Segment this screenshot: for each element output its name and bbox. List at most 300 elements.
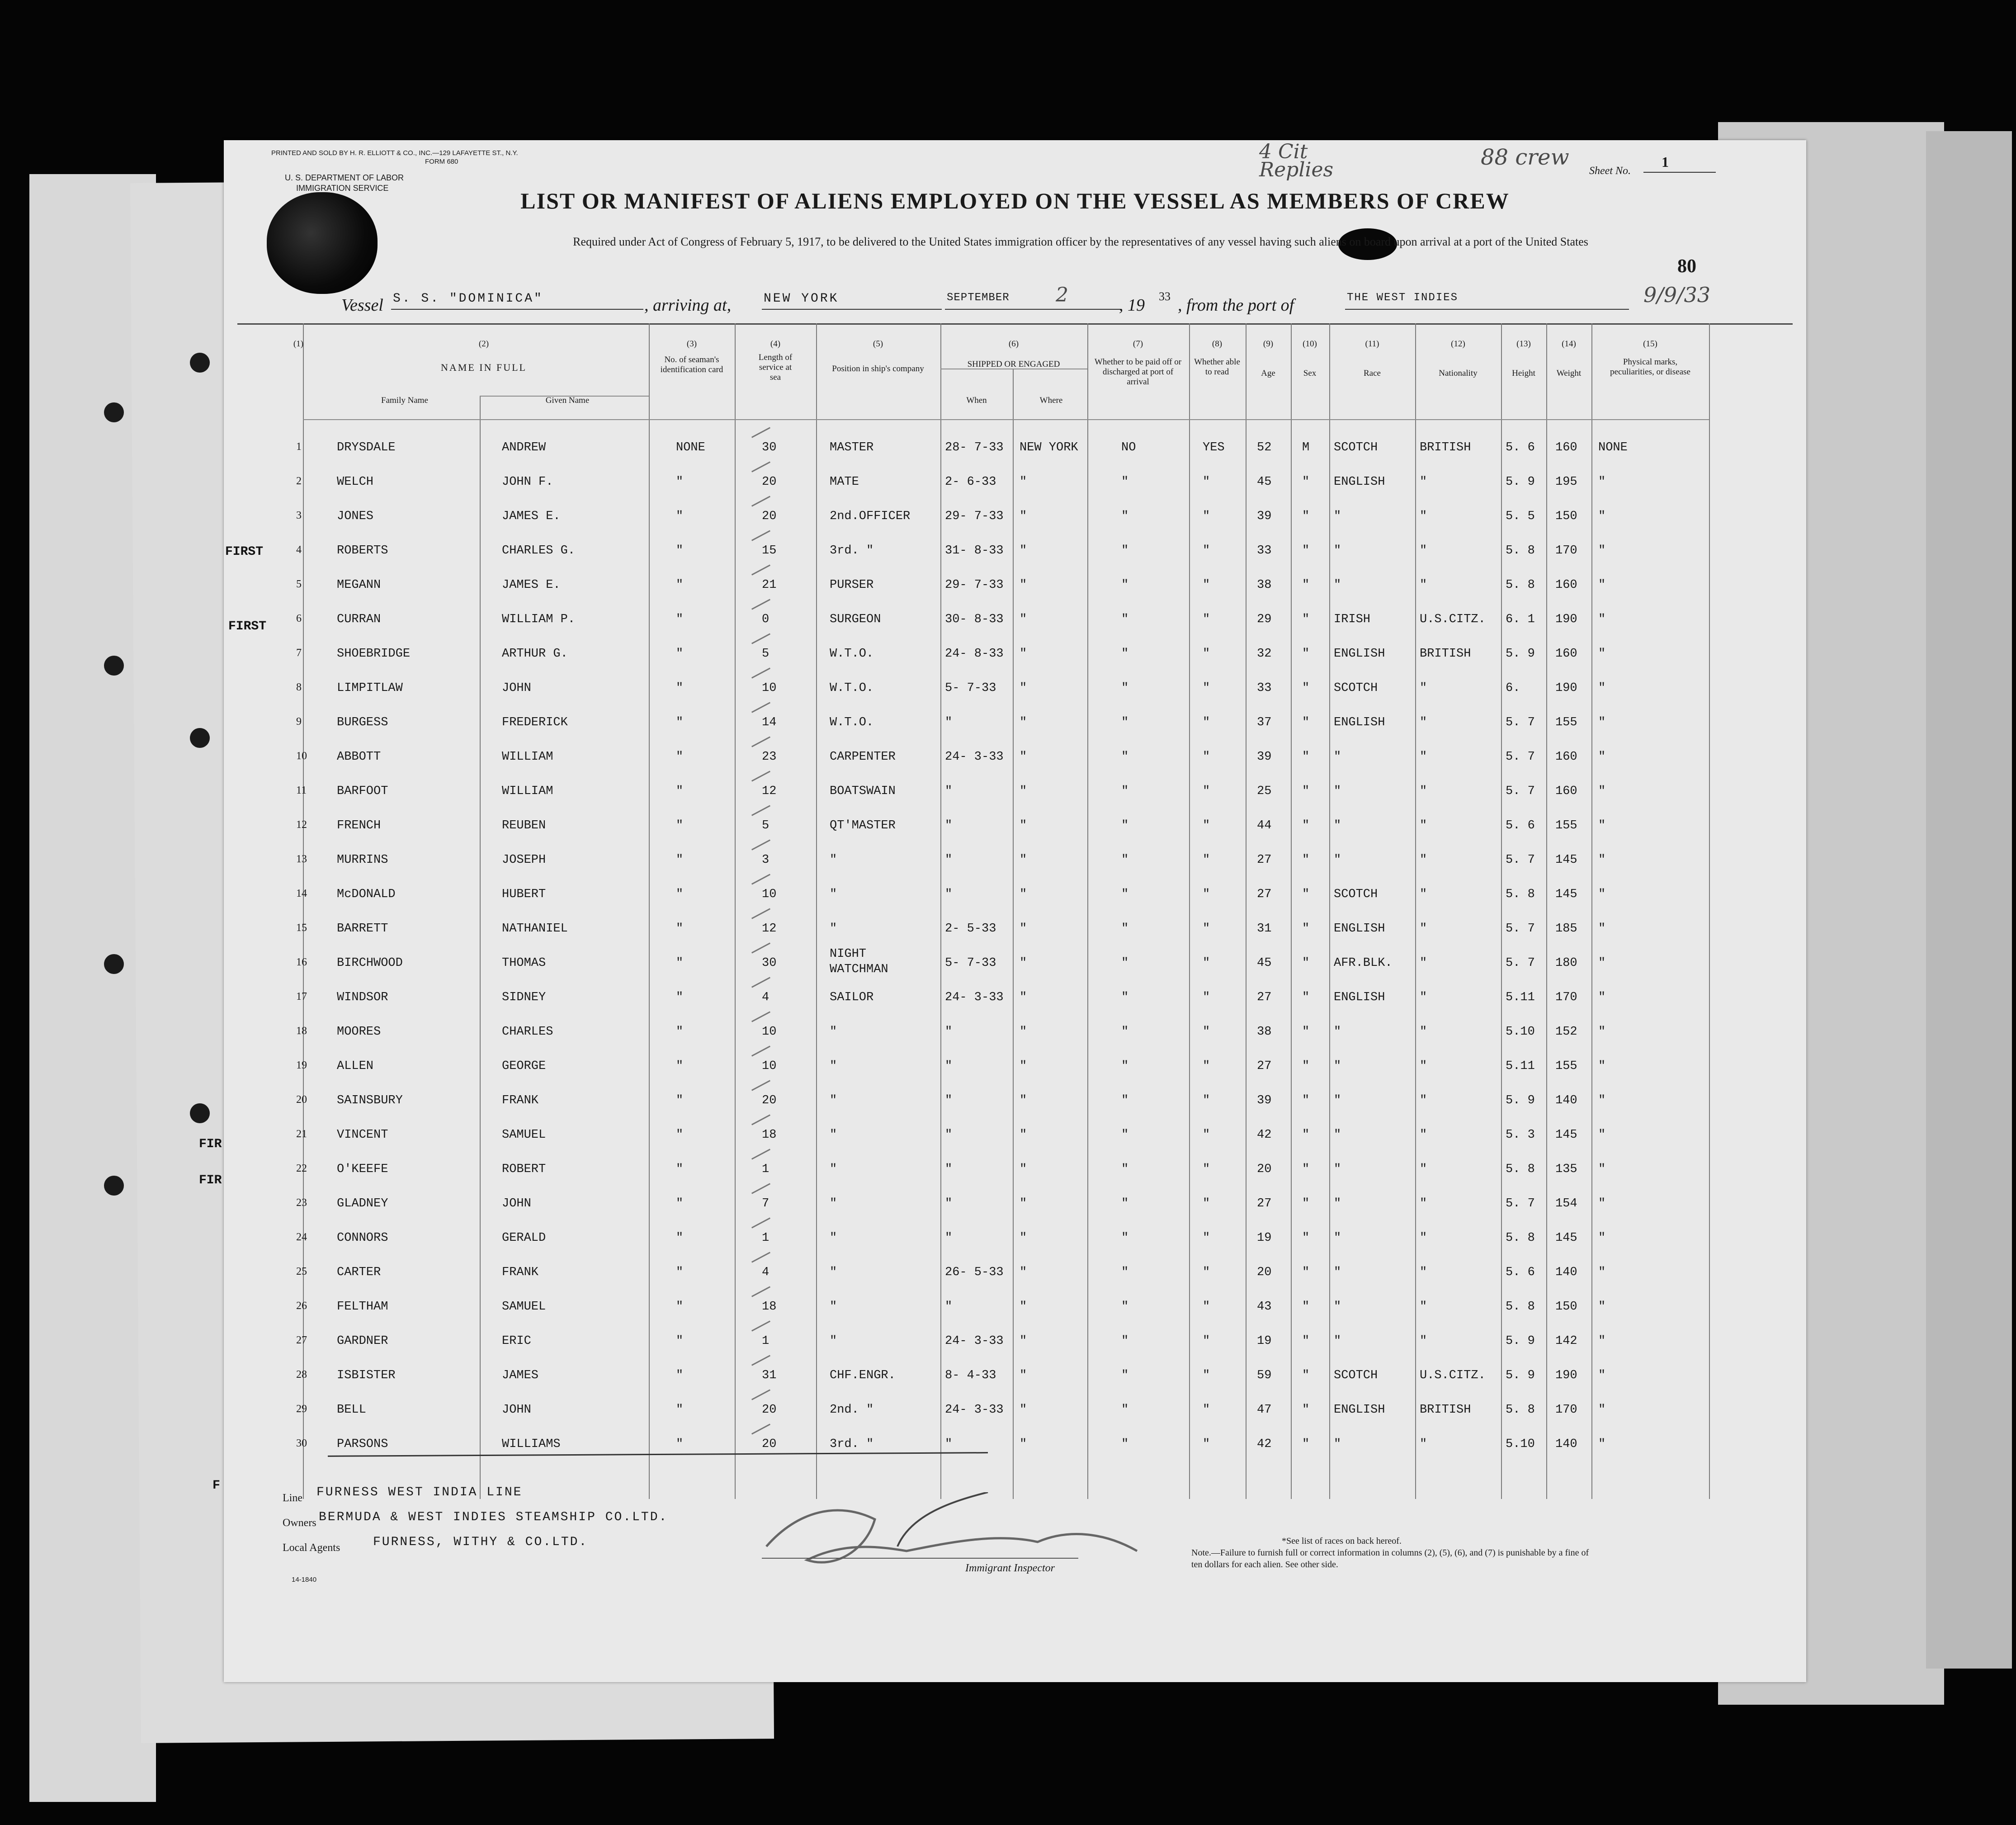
family-name-cell: FRENCH xyxy=(337,819,381,832)
able-to-read-cell: " xyxy=(1203,578,1210,592)
given-name-cell: ARTHUR G. xyxy=(502,647,568,661)
weight-cell: 145 xyxy=(1555,888,1577,901)
table-row xyxy=(224,716,1806,734)
able-to-read-cell: " xyxy=(1203,1059,1210,1073)
physical-marks-cell: " xyxy=(1598,1128,1606,1142)
sex-cell: " xyxy=(1302,853,1310,867)
able-to-read-cell: " xyxy=(1203,888,1210,901)
able-to-read-cell: " xyxy=(1203,1437,1210,1451)
race-cell: " xyxy=(1334,578,1341,592)
col-divider xyxy=(940,323,941,1499)
height-cell: 5. 6 xyxy=(1506,1266,1535,1279)
margin-mark: FIR xyxy=(199,1137,222,1151)
row-number-cell: 19 xyxy=(296,1059,307,1071)
shipped-when-cell: 24- 3-33 xyxy=(945,1403,1004,1417)
service-years-cell: 20 xyxy=(762,1094,777,1107)
weight-cell: 155 xyxy=(1555,819,1577,832)
nationality-cell: " xyxy=(1420,750,1427,764)
service-years-cell: 0 xyxy=(762,613,770,626)
punch-hole xyxy=(104,1176,124,1196)
height-cell: 5. 9 xyxy=(1506,475,1535,489)
position-cell: 3rd. " xyxy=(830,544,874,558)
shipped-where-cell: " xyxy=(1020,1369,1027,1382)
nationality-cell: " xyxy=(1420,819,1427,832)
row-number-cell: 1 xyxy=(296,441,302,453)
service-years-cell: 10 xyxy=(762,888,777,901)
service-years-cell: 20 xyxy=(762,1437,777,1451)
able-to-read-cell: " xyxy=(1203,1300,1210,1314)
weight-cell: 160 xyxy=(1555,750,1577,764)
given-name-cell: GEORGE xyxy=(502,1059,546,1073)
table-row xyxy=(224,1266,1806,1284)
printer-line: PRINTED AND SOLD BY H. R. ELLIOTT & CO., INC.—129 LAFAYETTE ST., N.Y. xyxy=(271,149,518,157)
shipped-when-cell: " xyxy=(945,1163,953,1176)
table-row xyxy=(224,1197,1806,1215)
position-cell: SURGEON xyxy=(830,613,881,626)
given-name-cell: JOSEPH xyxy=(502,853,546,867)
shipped-where-cell: " xyxy=(1020,922,1027,936)
shipped-when-cell: " xyxy=(945,1059,953,1073)
race-cell: SCOTCH xyxy=(1334,441,1378,454)
arriving-label: , arriving at, xyxy=(644,296,732,315)
weight-cell: 190 xyxy=(1555,681,1577,695)
column-number: (2) xyxy=(478,339,489,349)
weight-cell: 185 xyxy=(1555,922,1577,936)
table-row xyxy=(224,947,1806,976)
shipped-where-cell: " xyxy=(1020,544,1027,558)
service-years-cell: 20 xyxy=(762,1403,777,1417)
id-card-cell: " xyxy=(676,1300,684,1314)
able-to-read-cell: " xyxy=(1203,1197,1210,1210)
shipped-where-cell: " xyxy=(1020,1266,1027,1279)
physical-marks-cell: " xyxy=(1598,819,1606,832)
position-cell: PURSER xyxy=(830,578,874,592)
id-card-cell: " xyxy=(676,785,684,798)
shipped-where-cell: " xyxy=(1020,1300,1027,1314)
position-cell: CARPENTER xyxy=(830,750,896,764)
height-cell: 5. 6 xyxy=(1506,441,1535,454)
punch-hole xyxy=(190,353,210,373)
nationality-cell: " xyxy=(1420,1163,1427,1176)
paid-off-cell: " xyxy=(1121,1403,1129,1417)
service-years-cell: 4 xyxy=(762,1266,770,1279)
sheet-number-line xyxy=(1643,172,1716,173)
physical-marks-cell: " xyxy=(1598,1266,1606,1279)
paid-off-cell: " xyxy=(1121,1094,1129,1107)
service-years-cell: 3 xyxy=(762,853,770,867)
nationality-cell: " xyxy=(1420,681,1427,695)
vessel-row xyxy=(341,283,1743,315)
vessel-label: Vessel xyxy=(341,296,383,315)
able-to-read-cell: " xyxy=(1203,1128,1210,1142)
shipped-when-cell: 8- 4-33 xyxy=(945,1369,996,1382)
nationality-cell: " xyxy=(1420,991,1427,1004)
nationality-cell: " xyxy=(1420,1059,1427,1073)
column-header-name: NAME IN FULL xyxy=(441,362,527,373)
column-header-age: Age xyxy=(1261,369,1275,378)
given-name-cell: CHARLES G. xyxy=(502,544,576,558)
race-cell: " xyxy=(1334,1266,1341,1279)
nationality-cell: " xyxy=(1420,1025,1427,1039)
shipped-where-cell: " xyxy=(1020,1128,1027,1142)
table-row xyxy=(224,613,1806,631)
race-cell: ENGLISH xyxy=(1334,991,1385,1004)
paid-off-cell: " xyxy=(1121,819,1129,832)
nationality-cell: " xyxy=(1420,1300,1427,1314)
physical-marks-cell: " xyxy=(1598,853,1606,867)
weight-cell: 145 xyxy=(1555,853,1577,867)
shipped-where-cell: " xyxy=(1020,991,1027,1004)
id-card-cell: " xyxy=(676,1231,684,1245)
physical-marks-cell: " xyxy=(1598,1059,1606,1073)
given-name-cell: JOHN xyxy=(502,1197,531,1210)
age-cell: 27 xyxy=(1257,888,1272,901)
weight-cell: 140 xyxy=(1555,1437,1577,1451)
handwritten-note: 88 crew xyxy=(1481,145,1569,170)
position-cell: SAILOR xyxy=(830,991,874,1004)
height-cell: 5.11 xyxy=(1506,1059,1535,1073)
id-card-cell: " xyxy=(676,578,684,592)
paid-off-cell: " xyxy=(1121,1334,1129,1348)
shipped-when-cell: " xyxy=(945,785,953,798)
height-cell: 5. 8 xyxy=(1506,1403,1535,1417)
service-years-cell: 18 xyxy=(762,1300,777,1314)
position-cell: " xyxy=(830,1094,837,1107)
physical-marks-cell: " xyxy=(1598,1163,1606,1176)
family-name-cell: ISBISTER xyxy=(337,1369,396,1382)
family-name-cell: DRYSDALE xyxy=(337,441,396,454)
shipped-where-cell: " xyxy=(1020,956,1027,970)
height-cell: 5. 9 xyxy=(1506,1094,1535,1107)
position-cell: " xyxy=(830,1059,837,1073)
column-number: (5) xyxy=(873,339,883,349)
paid-off-cell: " xyxy=(1121,1437,1129,1451)
service-name: IMMIGRATION SERVICE xyxy=(296,183,389,193)
nationality-cell: " xyxy=(1420,888,1427,901)
inspector-line xyxy=(762,1558,1078,1559)
sex-cell: " xyxy=(1302,1231,1310,1245)
id-card-cell: " xyxy=(676,475,684,489)
height-cell: 5. 8 xyxy=(1506,544,1535,558)
table-row xyxy=(224,441,1806,459)
race-cell: " xyxy=(1334,544,1341,558)
position-cell: " xyxy=(830,853,837,867)
sex-cell: " xyxy=(1302,1266,1310,1279)
height-cell: 5.10 xyxy=(1506,1025,1535,1039)
id-card-cell: " xyxy=(676,716,684,729)
given-name-cell: SAMUEL xyxy=(502,1300,546,1314)
weight-cell: 152 xyxy=(1555,1025,1577,1039)
weight-cell: 180 xyxy=(1555,956,1577,970)
physical-marks-cell: " xyxy=(1598,1334,1606,1348)
family-name-cell: SHOEBRIDGE xyxy=(337,647,411,661)
shipped-when-cell: 24- 3-33 xyxy=(945,750,1004,764)
row-number-cell: 3 xyxy=(296,510,302,521)
races-note: *See list of races on back hereof. xyxy=(1282,1536,1402,1546)
shipped-when-cell: 2- 5-33 xyxy=(945,922,996,936)
id-card-cell: " xyxy=(676,1369,684,1382)
race-cell: ENGLISH xyxy=(1334,647,1385,661)
family-name-cell: LIMPITLAW xyxy=(337,681,403,695)
given-name-cell: NATHANIEL xyxy=(502,922,568,936)
id-card-cell: " xyxy=(676,544,684,558)
nationality-cell: " xyxy=(1420,1231,1427,1245)
shipped-where-cell: " xyxy=(1020,750,1027,764)
service-years-cell: 15 xyxy=(762,544,777,558)
age-cell: 27 xyxy=(1257,991,1272,1004)
sex-cell: " xyxy=(1302,785,1310,798)
weight-cell: 155 xyxy=(1555,716,1577,729)
physical-marks-cell: " xyxy=(1598,922,1606,936)
service-years-cell: 21 xyxy=(762,578,777,592)
manifest-sheet xyxy=(224,140,1806,1682)
height-cell: 5. 7 xyxy=(1506,785,1535,798)
shipped-where-cell: " xyxy=(1020,716,1027,729)
service-years-cell: 4 xyxy=(762,991,770,1004)
table-row xyxy=(224,1059,1806,1078)
col-divider xyxy=(303,323,304,1499)
punch-hole xyxy=(190,728,210,748)
row-number-cell: 7 xyxy=(296,647,302,659)
margin-mark: FIR xyxy=(199,1173,222,1187)
height-cell: 5. 9 xyxy=(1506,1334,1535,1348)
weight-cell: 154 xyxy=(1555,1197,1577,1210)
age-cell: 44 xyxy=(1257,819,1272,832)
physical-marks-cell: " xyxy=(1598,475,1606,489)
weight-cell: 150 xyxy=(1555,1300,1577,1314)
position-cell: MASTER xyxy=(830,441,874,454)
shipped-where-cell: " xyxy=(1020,1163,1027,1176)
margin-mark: FIRST xyxy=(225,545,264,559)
table-row xyxy=(224,922,1806,940)
position-cell: W.T.O. xyxy=(830,647,874,661)
column-number: (1) xyxy=(293,339,304,349)
physical-marks-cell: " xyxy=(1598,1094,1606,1107)
row-number-cell: 29 xyxy=(296,1403,307,1415)
row-number-cell: 4 xyxy=(296,544,302,556)
paid-off-cell: " xyxy=(1121,956,1129,970)
age-cell: 43 xyxy=(1257,1300,1272,1314)
given-name-cell: GERALD xyxy=(502,1231,546,1245)
family-name-cell: BURGESS xyxy=(337,716,388,729)
age-cell: 42 xyxy=(1257,1437,1272,1451)
nationality-cell: " xyxy=(1420,1437,1427,1451)
service-years-cell: 5 xyxy=(762,647,770,661)
sex-cell: " xyxy=(1302,1163,1310,1176)
able-to-read-cell: " xyxy=(1203,922,1210,936)
id-card-cell: " xyxy=(676,750,684,764)
id-card-cell: " xyxy=(676,991,684,1004)
column-number: (11) xyxy=(1365,339,1379,349)
age-cell: 32 xyxy=(1257,647,1272,661)
shipped-where-cell: " xyxy=(1020,1025,1027,1039)
family-name-cell: GLADNEY xyxy=(337,1197,388,1210)
shipped-when-cell: 28- 7-33 xyxy=(945,441,1004,454)
physical-marks-cell: " xyxy=(1598,578,1606,592)
paid-off-cell: " xyxy=(1121,1231,1129,1245)
race-cell: " xyxy=(1334,1231,1341,1245)
service-years-cell: 10 xyxy=(762,681,777,695)
inspector-signature xyxy=(762,1492,1146,1587)
nationality-cell: " xyxy=(1420,544,1427,558)
shipped-when-cell: " xyxy=(945,1437,953,1451)
paid-off-cell: " xyxy=(1121,853,1129,867)
height-cell: 5. 3 xyxy=(1506,1128,1535,1142)
family-name-cell: CARTER xyxy=(337,1266,381,1279)
paid-off-cell: " xyxy=(1121,1300,1129,1314)
race-cell: " xyxy=(1334,853,1341,867)
nationality-cell: BRITISH xyxy=(1420,1403,1471,1417)
id-card-cell: " xyxy=(676,1197,684,1210)
row-number-cell: 2 xyxy=(296,475,302,487)
age-cell: 42 xyxy=(1257,1128,1272,1142)
service-years-cell: 5 xyxy=(762,819,770,832)
able-to-read-cell: " xyxy=(1203,956,1210,970)
race-cell: " xyxy=(1334,1059,1341,1073)
weight-cell: 145 xyxy=(1555,1231,1577,1245)
height-cell: 5. 7 xyxy=(1506,750,1535,764)
nationality-cell: " xyxy=(1420,1266,1427,1279)
race-cell: " xyxy=(1334,750,1341,764)
age-cell: 31 xyxy=(1257,922,1272,936)
given-name-cell: ERIC xyxy=(502,1334,531,1348)
service-years-cell: 10 xyxy=(762,1059,777,1073)
age-cell: 27 xyxy=(1257,1059,1272,1073)
paid-off-cell: " xyxy=(1121,510,1129,523)
shipped-when-cell: 24- 3-33 xyxy=(945,991,1004,1004)
able-to-read-cell: " xyxy=(1203,613,1210,626)
height-cell: 5. 9 xyxy=(1506,1369,1535,1382)
age-cell: 25 xyxy=(1257,785,1272,798)
id-card-cell: " xyxy=(676,1128,684,1142)
weight-cell: 135 xyxy=(1555,1163,1577,1176)
table-row xyxy=(224,647,1806,665)
column-number: (6) xyxy=(1008,339,1019,349)
sheet-label: Sheet No. xyxy=(1589,165,1631,177)
column-header-id-card: No. of seaman's identification card xyxy=(660,355,723,374)
shipped-where-cell: " xyxy=(1020,1437,1027,1451)
table-row xyxy=(224,1128,1806,1146)
shipped-when-cell: " xyxy=(945,1094,953,1107)
position-cell: W.T.O. xyxy=(830,716,874,729)
id-card-cell: " xyxy=(676,681,684,695)
column-header-paid-off: Whether to be paid off or discharged at port of arrival xyxy=(1094,357,1182,387)
column-number: (10) xyxy=(1303,339,1317,349)
family-name-cell: FELTHAM xyxy=(337,1300,388,1314)
position-cell: " xyxy=(830,1334,837,1348)
paid-off-cell: " xyxy=(1121,888,1129,901)
row-number-cell: 21 xyxy=(296,1128,307,1140)
shipped-where-cell: " xyxy=(1020,1334,1027,1348)
family-name-cell: SAINSBURY xyxy=(337,1094,403,1107)
shipped-when-cell: 2- 6-33 xyxy=(945,475,996,489)
given-name-cell: JOHN xyxy=(502,1403,531,1417)
col-divider xyxy=(1189,323,1190,1499)
table-row xyxy=(224,853,1806,871)
table-row xyxy=(224,1403,1806,1421)
physical-marks-cell: " xyxy=(1598,888,1606,901)
table-row xyxy=(224,578,1806,596)
given-name-cell: ROBERT xyxy=(502,1163,546,1176)
physical-marks-cell: " xyxy=(1598,956,1606,970)
given-name-cell: REUBEN xyxy=(502,819,546,832)
weight-cell: 190 xyxy=(1555,613,1577,626)
weight-cell: 160 xyxy=(1555,785,1577,798)
column-header-service: Length of service at sea xyxy=(758,353,793,382)
physical-marks-cell: " xyxy=(1598,544,1606,558)
col-divider xyxy=(1087,323,1088,1499)
table-grid xyxy=(224,323,1806,1499)
row-number-cell: 11 xyxy=(296,785,307,796)
service-years-cell: 30 xyxy=(762,441,777,454)
column-header-shipped: SHIPPED OR ENGAGED xyxy=(967,359,1060,369)
column-number: (7) xyxy=(1133,339,1143,349)
shipped-when-cell: 5- 7-33 xyxy=(945,956,996,970)
age-cell: 19 xyxy=(1257,1334,1272,1348)
paid-off-cell: " xyxy=(1121,716,1129,729)
race-cell: " xyxy=(1334,1128,1341,1142)
table-row xyxy=(224,1094,1806,1112)
nationality-cell: " xyxy=(1420,956,1427,970)
subheader-family-name: Family Name xyxy=(381,396,428,405)
sex-cell: " xyxy=(1302,956,1310,970)
family-name-cell: BIRCHWOOD xyxy=(337,956,403,970)
table-row xyxy=(224,785,1806,803)
sex-cell: " xyxy=(1302,1300,1310,1314)
physical-marks-cell: " xyxy=(1598,681,1606,695)
height-cell: 6. 1 xyxy=(1506,613,1535,626)
table-row xyxy=(224,888,1806,906)
given-name-cell: CHARLES xyxy=(502,1025,553,1039)
race-cell: " xyxy=(1334,785,1341,798)
paid-off-cell: NO xyxy=(1121,441,1136,454)
race-cell: " xyxy=(1334,1300,1341,1314)
sex-cell: M xyxy=(1302,441,1310,454)
given-name-cell: ANDREW xyxy=(502,441,546,454)
col-divider xyxy=(1291,323,1292,1499)
family-name-cell: JONES xyxy=(337,510,374,523)
shipped-where-cell: " xyxy=(1020,1403,1027,1417)
service-years-cell: 1 xyxy=(762,1163,770,1176)
race-cell: SCOTCH xyxy=(1334,1369,1378,1382)
header-rule xyxy=(303,419,1709,420)
age-cell: 38 xyxy=(1257,1025,1272,1039)
shipped-when-cell: " xyxy=(945,819,953,832)
position-cell: BOATSWAIN xyxy=(830,785,896,798)
position-cell: 2nd. " xyxy=(830,1403,874,1417)
weight-cell: 190 xyxy=(1555,1369,1577,1382)
paid-off-cell: " xyxy=(1121,578,1129,592)
shipped-when-cell: 24- 3-33 xyxy=(945,1334,1004,1348)
id-card-cell: " xyxy=(676,888,684,901)
family-name-cell: McDONALD xyxy=(337,888,396,901)
able-to-read-cell: " xyxy=(1203,681,1210,695)
agents-value: FURNESS, WITHY & CO.LTD. xyxy=(373,1535,588,1549)
given-name-cell: JAMES E. xyxy=(502,510,561,523)
sex-cell: " xyxy=(1302,819,1310,832)
weight-cell: 160 xyxy=(1555,578,1577,592)
punch-hole xyxy=(104,954,124,974)
nationality-cell: " xyxy=(1420,1094,1427,1107)
footer-note xyxy=(1191,1535,1598,1570)
shipped-when-cell: 5- 7-33 xyxy=(945,681,996,695)
physical-marks-cell: " xyxy=(1598,750,1606,764)
row-number-cell: 26 xyxy=(296,1300,307,1312)
able-to-read-cell: " xyxy=(1203,853,1210,867)
physical-marks-cell: " xyxy=(1598,1403,1606,1417)
position-cell: " xyxy=(830,922,837,936)
subheader-when: When xyxy=(966,396,987,405)
